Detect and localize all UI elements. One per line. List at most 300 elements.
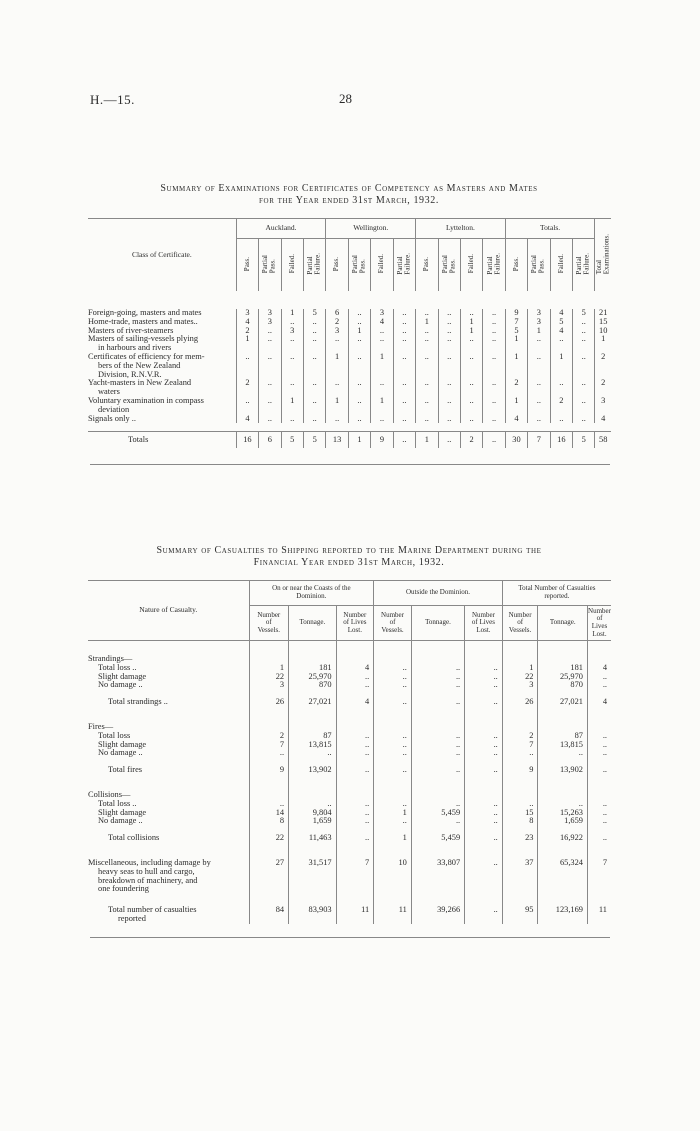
cell-value: 25,970 [289, 673, 336, 682]
cell-value: .. [303, 415, 325, 424]
cell-value: 3 [281, 327, 303, 336]
cell-value: .. [259, 327, 281, 336]
cell-value: .. [374, 673, 412, 682]
cell-value: .. [374, 698, 412, 707]
total-value: 11 [336, 906, 374, 924]
subcol-header: Number of Lives Lost. [336, 606, 374, 641]
totals-label [88, 432, 236, 449]
totals-row [88, 432, 611, 449]
cell-value: 4 [550, 309, 572, 318]
subcol-header: Partial Pass. [259, 239, 281, 292]
cell-value: 181 [289, 664, 336, 673]
table2-title [85, 545, 613, 569]
nature-header: Nature of Casualty. [139, 605, 198, 615]
cell-value: 10 [595, 327, 611, 336]
subcol-header: Failed. [371, 239, 393, 292]
row-label: Total collisions [108, 833, 160, 843]
cell-value: .. [438, 415, 460, 424]
cell-value: .. [550, 415, 572, 424]
subcol-header: Failed. [550, 239, 572, 292]
cell-value: .. [416, 327, 438, 336]
cell-value: .. [371, 335, 393, 353]
cell-value: 4 [236, 415, 258, 424]
cell-value: 1 [374, 834, 412, 843]
cell-value: .. [303, 318, 325, 327]
cell-value: 15 [502, 809, 538, 818]
cell-value: 2 [502, 732, 538, 741]
section-heading: Collisions— [88, 789, 131, 799]
cell-value: .. [281, 353, 303, 379]
cell-value: .. [336, 817, 374, 826]
cell-value: 3 [528, 309, 550, 318]
cell-value: 10 [374, 859, 412, 894]
row-label: Slight damage [98, 807, 147, 817]
examinations-table [88, 218, 611, 448]
cell-value: .. [303, 379, 325, 397]
cell-value: 2 [236, 379, 258, 397]
cell-value: .. [249, 749, 289, 758]
cell-value: .. [460, 353, 482, 379]
cell-value: .. [573, 415, 595, 424]
cell-value: .. [573, 318, 595, 327]
cell-value: .. [460, 397, 482, 415]
cell-value: 1 [460, 318, 482, 327]
cell-value: 15,263 [538, 809, 588, 818]
group-outside: Outside the Dominion. [374, 581, 503, 606]
subcol-header: Partial Pass. [528, 239, 550, 292]
cell-value: 2 [505, 379, 527, 397]
cell-value: 13,815 [289, 741, 336, 750]
cell-value: .. [587, 681, 611, 690]
cell-value: .. [438, 397, 460, 415]
total-value: 6 [259, 432, 281, 449]
cell-value: 4 [336, 698, 374, 707]
cell-value: .. [528, 353, 550, 379]
section-heading: Fires— [88, 721, 114, 731]
cell-value: .. [393, 327, 415, 336]
cell-value: .. [502, 749, 538, 758]
cell-value: 1 [595, 335, 611, 353]
subcol-header: Partial Failure. [483, 239, 505, 292]
cell-value: 37 [502, 859, 538, 894]
cell-value: .. [465, 859, 503, 894]
cell-value: .. [371, 379, 393, 397]
cell-value: 1 [550, 353, 572, 379]
cell-value: 23 [502, 834, 538, 843]
cell-value: 1 [374, 809, 412, 818]
cell-value: 4 [595, 415, 611, 424]
cell-value: 2 [249, 732, 289, 741]
group-wellington: Wellington. [326, 219, 416, 239]
total-value: 7 [528, 432, 550, 449]
total-value: .. [465, 906, 503, 924]
cell-value: .. [528, 397, 550, 415]
cell-value: .. [465, 766, 503, 775]
cell-value: .. [483, 327, 505, 336]
row-label: Total loss [98, 730, 131, 740]
cell-value: .. [573, 397, 595, 415]
grand-total-label-line: Total number of casualties [108, 905, 197, 915]
cell-value: .. [465, 741, 503, 750]
cell-value: .. [259, 335, 281, 353]
cell-value: .. [411, 741, 464, 750]
cell-value: 27,021 [289, 698, 336, 707]
cell-value: .. [438, 318, 460, 327]
cell-value: .. [336, 741, 374, 750]
cell-value: 9 [249, 766, 289, 775]
total-value: 13 [326, 432, 348, 449]
cell-value: .. [587, 673, 611, 682]
cell-value: .. [465, 698, 503, 707]
cell-value: .. [374, 664, 412, 673]
cell-value: .. [465, 800, 503, 809]
cell-value: .. [573, 327, 595, 336]
cell-value: .. [303, 335, 325, 353]
subcol-header: Tonnage. [289, 606, 336, 641]
cell-value: 3 [259, 318, 281, 327]
cell-value: .. [587, 834, 611, 843]
grand-total-label-line: reported [118, 913, 146, 923]
cell-value: 4 [587, 664, 611, 673]
cell-value: .. [336, 681, 374, 690]
cell-value: .. [348, 335, 370, 353]
cell-value: 1 [281, 309, 303, 318]
cell-value: .. [483, 318, 505, 327]
cell-value: 9,804 [289, 809, 336, 818]
subcol-header: Pass. [416, 239, 438, 292]
total-value: 1 [348, 432, 370, 449]
total-value: 84 [249, 906, 289, 924]
grand-total-row [88, 906, 611, 924]
row-label-line: bers of the New Zealand [98, 360, 181, 370]
cell-value: .. [326, 335, 348, 353]
table1-bottom-rule [90, 464, 610, 465]
cell-value: .. [465, 732, 503, 741]
cell-value: .. [374, 766, 412, 775]
row-label-line: Yacht-masters in New Zealand [88, 378, 192, 388]
total-value: 2 [460, 432, 482, 449]
cell-value: .. [393, 379, 415, 397]
cell-value: .. [587, 741, 611, 750]
cell-value: 870 [289, 681, 336, 690]
subcol-header: Failed. [460, 239, 482, 292]
subcol-header: Number of Lives Lost. [465, 606, 503, 641]
table-row [88, 353, 611, 379]
table1-title-line1: Summary of Examinations for Certificates of Competency as Masters and Mates [160, 183, 538, 194]
cell-value: 3 [371, 309, 393, 318]
cell-value: .. [303, 353, 325, 379]
cell-value: 87 [538, 732, 588, 741]
cell-value: .. [393, 397, 415, 415]
cell-value: 3 [259, 309, 281, 318]
cell-value: .. [374, 732, 412, 741]
cell-value: .. [411, 664, 464, 673]
row-label-line: Home-trade, masters and mates.. [88, 316, 198, 326]
cell-value: .. [348, 415, 370, 424]
cell-value: .. [326, 415, 348, 424]
cell-value: .. [393, 318, 415, 327]
cell-value: .. [573, 335, 595, 353]
row-label-line: Masters of river-steamers [88, 325, 174, 335]
cell-value: 4 [371, 318, 393, 327]
row-label: Slight damage [98, 671, 147, 681]
cell-value: .. [289, 800, 336, 809]
total-value: 5 [303, 432, 325, 449]
table-row [88, 335, 611, 353]
cell-value: 1 [528, 327, 550, 336]
cell-value: .. [416, 335, 438, 353]
cell-value: .. [483, 415, 505, 424]
cell-value: 2 [326, 318, 348, 327]
cell-value: .. [326, 379, 348, 397]
cell-value: 1 [236, 335, 258, 353]
cell-value: 1 [371, 397, 393, 415]
cell-value: 3 [326, 327, 348, 336]
cell-value: 5,459 [411, 834, 464, 843]
row-label: Total loss .. [98, 662, 137, 672]
cell-value: 1 [505, 335, 527, 353]
misc-label [88, 859, 249, 894]
table-row [88, 397, 611, 415]
cell-value: .. [371, 415, 393, 424]
cell-value: .. [411, 766, 464, 775]
cell-value: 9 [505, 309, 527, 318]
row-label-line: Foreign-going, masters and mates [88, 308, 202, 317]
row-label: Total loss .. [98, 798, 137, 808]
row-label-line: Voluntary examination in compass [88, 395, 204, 405]
subcol-header: Partial Pass. [438, 239, 460, 292]
cell-value: .. [587, 749, 611, 758]
cell-value: .. [259, 415, 281, 424]
cell-value: 7 [587, 859, 611, 894]
misc-label-line: heavy seas to hull and cargo, [98, 866, 195, 876]
cell-value: .. [465, 673, 503, 682]
total-value: .. [483, 432, 505, 449]
cell-value: .. [550, 379, 572, 397]
table-row [88, 415, 611, 424]
class-header: Class of Certificate. [131, 249, 192, 259]
cell-value: .. [393, 353, 415, 379]
cell-value: .. [438, 309, 460, 318]
cell-value: .. [465, 834, 503, 843]
subcol-header: Pass. [236, 239, 258, 292]
table-row [88, 379, 611, 397]
cell-value: 4 [236, 318, 258, 327]
row-label: No damage .. [98, 680, 143, 690]
row-label-line: Division, R.N.V.R. [98, 369, 162, 379]
cell-value: 7 [249, 741, 289, 750]
row-label: No damage .. [98, 748, 143, 758]
cell-value: .. [411, 732, 464, 741]
cell-value: 1 [460, 327, 482, 336]
total-value: 11 [587, 906, 611, 924]
subcol-header: Number of Lives Lost. [587, 606, 611, 641]
cell-value: 8 [502, 817, 538, 826]
row-label-line: in harbours and rivers [98, 343, 172, 353]
cell-value: .. [483, 397, 505, 415]
subcol-header: Number of Vessels. [374, 606, 412, 641]
cell-value: .. [465, 817, 503, 826]
cell-value: .. [348, 353, 370, 379]
cell-value: .. [416, 309, 438, 318]
cell-value: .. [303, 327, 325, 336]
cell-value: .. [416, 397, 438, 415]
cell-value: .. [460, 309, 482, 318]
casualties-table [88, 580, 611, 924]
cell-value: .. [374, 741, 412, 750]
section-heading: Strandings— [88, 654, 133, 663]
cell-value: 1 [281, 397, 303, 415]
subcol-header: Tonnage. [411, 606, 464, 641]
misc-label-line: Miscellaneous, including damage by [88, 857, 211, 867]
cell-value: 9 [502, 766, 538, 775]
total-value: 11 [374, 906, 412, 924]
cell-value: 4 [550, 327, 572, 336]
cell-value: .. [393, 309, 415, 318]
cell-value: 3 [249, 681, 289, 690]
cell-value: .. [411, 800, 464, 809]
cell-value: .. [460, 335, 482, 353]
cell-value: .. [281, 318, 303, 327]
cell-value: 1 [326, 397, 348, 415]
cell-value: .. [336, 766, 374, 775]
cell-value: 7 [505, 318, 527, 327]
cell-value: 3 [595, 397, 611, 415]
table2-bottom-rule [90, 937, 610, 938]
cell-value: .. [336, 834, 374, 843]
cell-value: .. [438, 335, 460, 353]
cell-value: .. [502, 800, 538, 809]
total-value: 16 [550, 432, 572, 449]
cell-value: .. [416, 415, 438, 424]
cell-value: 4 [505, 415, 527, 424]
cell-value: .. [374, 800, 412, 809]
cell-value: 1 [249, 664, 289, 673]
cell-value: .. [374, 817, 412, 826]
cell-value: .. [573, 379, 595, 397]
cell-value: 4 [336, 664, 374, 673]
cell-value: .. [348, 397, 370, 415]
cell-value: 27 [249, 859, 289, 894]
cell-value: .. [587, 809, 611, 818]
row-label [88, 335, 236, 353]
cell-value: 14 [249, 809, 289, 818]
section-total-row [88, 766, 611, 775]
cell-value: .. [587, 766, 611, 775]
cell-value: .. [336, 749, 374, 758]
total-value: 1 [416, 432, 438, 449]
cell-value: .. [438, 353, 460, 379]
table-row [88, 749, 611, 758]
cell-value: 5 [505, 327, 527, 336]
cell-value: .. [411, 698, 464, 707]
cell-value: .. [528, 335, 550, 353]
cell-value: 5 [303, 309, 325, 318]
page-number: 28 [339, 91, 352, 106]
cell-value: .. [483, 353, 505, 379]
cell-value: 26 [249, 698, 289, 707]
cell-value: .. [336, 800, 374, 809]
table2-title-line1: Summary of Casualties to Shipping reported to the Marine Department during the [156, 545, 542, 556]
row-label: Total strandings .. [108, 697, 168, 707]
cell-value: 181 [538, 664, 588, 673]
cell-value: .. [460, 379, 482, 397]
group-auckland: Auckland. [236, 219, 326, 239]
cell-value: 11,463 [289, 834, 336, 843]
cell-value: .. [249, 800, 289, 809]
cell-value: .. [465, 681, 503, 690]
cell-value: .. [289, 749, 336, 758]
total-value: 9 [371, 432, 393, 449]
cell-value: 1 [505, 397, 527, 415]
cell-value: .. [393, 335, 415, 353]
row-label: Slight damage [98, 739, 147, 749]
cell-value: 13,902 [289, 766, 336, 775]
cell-value: .. [303, 397, 325, 415]
cell-value: .. [411, 817, 464, 826]
table-row [88, 681, 611, 690]
total-value: .. [393, 432, 415, 449]
cell-value: 22 [249, 834, 289, 843]
total-value: 30 [505, 432, 527, 449]
cell-value: .. [371, 327, 393, 336]
cell-value: .. [438, 379, 460, 397]
cell-value: 3 [528, 318, 550, 327]
subcol-header: Failed. [281, 239, 303, 292]
cell-value: 4 [587, 698, 611, 707]
cell-value: .. [587, 800, 611, 809]
cell-value: 16,922 [538, 834, 588, 843]
section-total-row [88, 834, 611, 843]
cell-value: 1,659 [289, 817, 336, 826]
cell-value: .. [281, 379, 303, 397]
cell-value: 6 [326, 309, 348, 318]
total-value: 123,169 [538, 906, 588, 924]
row-label-line: deviation [98, 404, 130, 414]
row-label-line: Masters of sailing-vessels plying [88, 334, 199, 344]
subcol-header: Tonnage. [538, 606, 588, 641]
cell-value: .. [336, 809, 374, 818]
total-value: .. [438, 432, 460, 449]
misc-label-line: one foundering [98, 884, 149, 894]
row-label [88, 353, 236, 379]
cell-value: .. [259, 397, 281, 415]
cell-value: .. [348, 309, 370, 318]
total-value: 95 [502, 906, 538, 924]
subcol-header: Pass. [326, 239, 348, 292]
cell-value: .. [465, 809, 503, 818]
cell-value: .. [528, 379, 550, 397]
section-total-row [88, 698, 611, 707]
cell-value: .. [336, 673, 374, 682]
cell-value: 7 [336, 859, 374, 894]
cell-value: .. [587, 817, 611, 826]
cell-value: .. [336, 732, 374, 741]
subcol-header: Partial Failure. [303, 239, 325, 292]
cell-value: 3 [236, 309, 258, 318]
cell-value: 1 [348, 327, 370, 336]
cell-value: .. [416, 353, 438, 379]
cell-value: 1,659 [538, 817, 588, 826]
subcol-header: Pass. [505, 239, 527, 292]
subcol-header: Partial Pass. [348, 239, 370, 292]
cell-value: 87 [289, 732, 336, 741]
misc-label-line: breakdown of machinery, and [98, 875, 198, 885]
cell-value: 1 [371, 353, 393, 379]
cell-value: 2 [595, 353, 611, 379]
cell-value: 1 [326, 353, 348, 379]
cell-value: .. [587, 732, 611, 741]
